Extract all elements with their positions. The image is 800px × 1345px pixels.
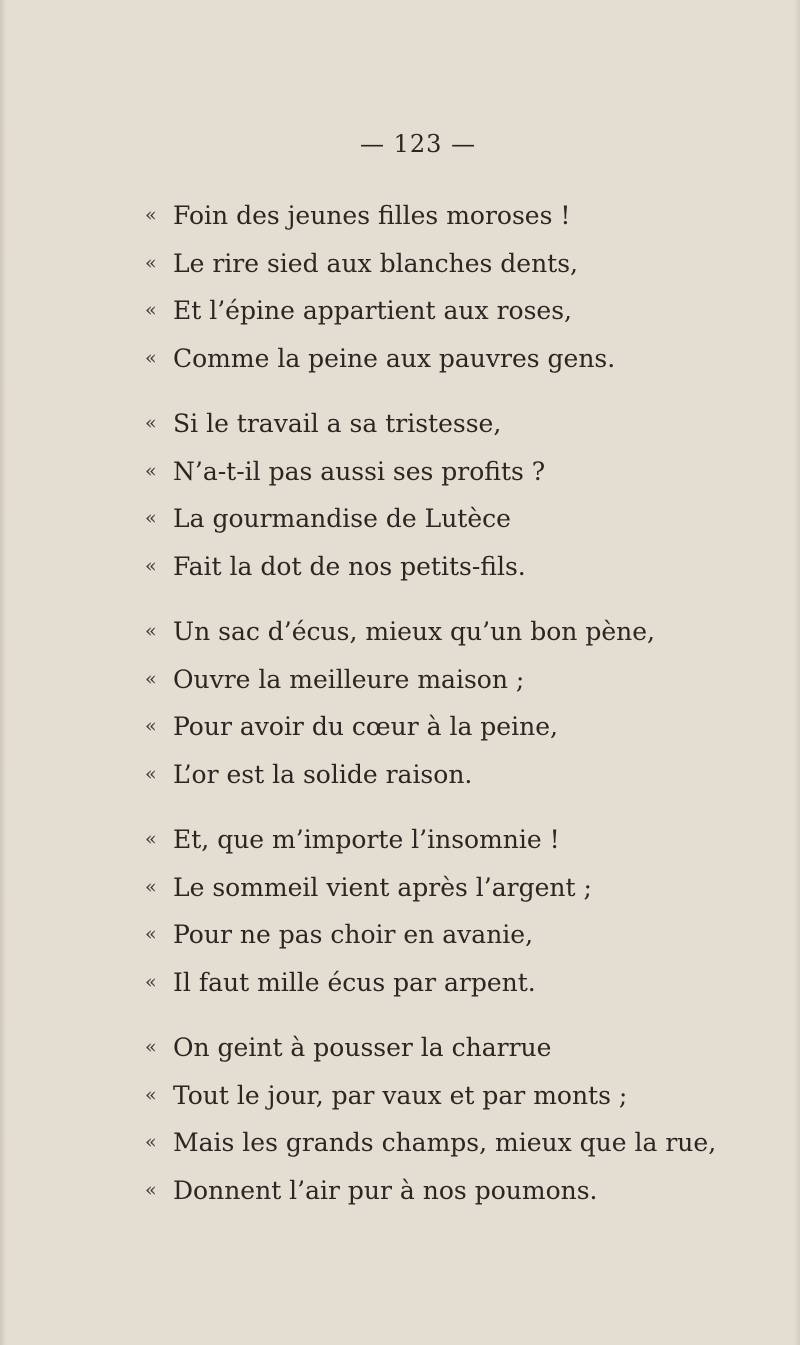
stanza-1 — [145, 192, 795, 382]
quote-mark: « — [145, 459, 157, 482]
verse-line — [145, 1119, 795, 1167]
quote-mark: « — [145, 554, 157, 577]
verse-line — [145, 864, 795, 912]
verse-line — [145, 703, 795, 751]
verse-line — [145, 1024, 795, 1072]
verse-text: Et, que m’importe l’insomnie ! — [173, 825, 560, 854]
quote-mark: « — [145, 923, 157, 945]
quote-mark: « — [145, 828, 157, 850]
page-edge-left — [0, 0, 6, 1345]
verse-text: Ouvre la meilleure maison ; — [173, 664, 525, 694]
quote-mark: « — [145, 620, 157, 642]
verse-line — [145, 543, 795, 591]
verse-line — [145, 240, 795, 288]
quote-mark: « — [145, 204, 157, 226]
verse-line — [145, 1167, 795, 1215]
verse-text: Fait la dot de nos petits-fils. — [173, 551, 526, 581]
verse-line — [145, 911, 795, 959]
quote-mark: « — [145, 1083, 157, 1106]
verse-line — [145, 656, 795, 704]
verse-line — [145, 1072, 795, 1120]
verse-text: Un sac d’écus, mieux qu’un bon pène, — [173, 617, 655, 646]
quote-mark: « — [145, 1036, 157, 1058]
page-number: — 123 — — [360, 130, 477, 158]
verse-line — [145, 448, 795, 496]
verse-text: Tout le jour, par vaux et par monts ; — [173, 1080, 628, 1110]
verse-line — [145, 400, 795, 448]
verse-text: N’a-t-il pas aussi ses profits ? — [173, 456, 546, 486]
verse-text: On geint à pousser la charrue — [173, 1033, 552, 1062]
verse-text: Mais les grands champs, mieux que la rue, — [173, 1128, 717, 1157]
verse-text: L’or est la solide raison. — [173, 759, 473, 789]
verse-text: Donnent l’air pur à nos poumons. — [173, 1175, 598, 1205]
stanza-4 — [145, 816, 795, 1006]
verse-line — [145, 751, 795, 799]
verse-text: Et l’épine appartient aux roses, — [173, 296, 572, 325]
verse-text: Foin des jeunes filles moroses ! — [173, 201, 571, 230]
quote-mark: « — [145, 251, 157, 274]
verse-text: Le sommeil vient après l’argent ; — [173, 872, 592, 902]
verse-text: Le rire sied aux blanches dents, — [173, 248, 579, 278]
verse-line — [145, 959, 795, 1007]
verse-text: Si le travail a sa tristesse, — [173, 409, 502, 438]
verse-text: La gourmandise de Lutèce — [173, 504, 511, 533]
verse-text: Comme la peine aux pauvres gens. — [173, 343, 616, 373]
stanza-5 — [145, 1024, 795, 1214]
quote-mark: « — [145, 970, 157, 993]
stanza-2 — [145, 400, 795, 590]
quote-mark: « — [145, 346, 157, 369]
quote-mark: « — [145, 875, 157, 898]
quote-mark: « — [145, 507, 157, 529]
verse-line — [145, 495, 795, 543]
verse-line — [145, 192, 795, 240]
verse-text: Pour ne pas choir en avanie, — [173, 920, 534, 949]
verse-line — [145, 287, 795, 335]
verse-line — [145, 335, 795, 383]
quote-mark: « — [145, 1131, 157, 1153]
verse-text: Pour avoir du cœur à la peine, — [173, 712, 558, 741]
quote-mark: « — [145, 1178, 157, 1201]
quote-mark: « — [145, 667, 157, 690]
verse-line — [145, 608, 795, 656]
verse-text: Il faut mille écus par arpent. — [173, 967, 536, 997]
verse-line — [145, 816, 795, 864]
quote-mark: « — [145, 715, 157, 737]
poem — [145, 192, 795, 1232]
quote-mark: « — [145, 299, 157, 321]
quote-mark: « — [145, 412, 157, 434]
stanza-3 — [145, 608, 795, 798]
quote-mark: « — [145, 762, 157, 785]
